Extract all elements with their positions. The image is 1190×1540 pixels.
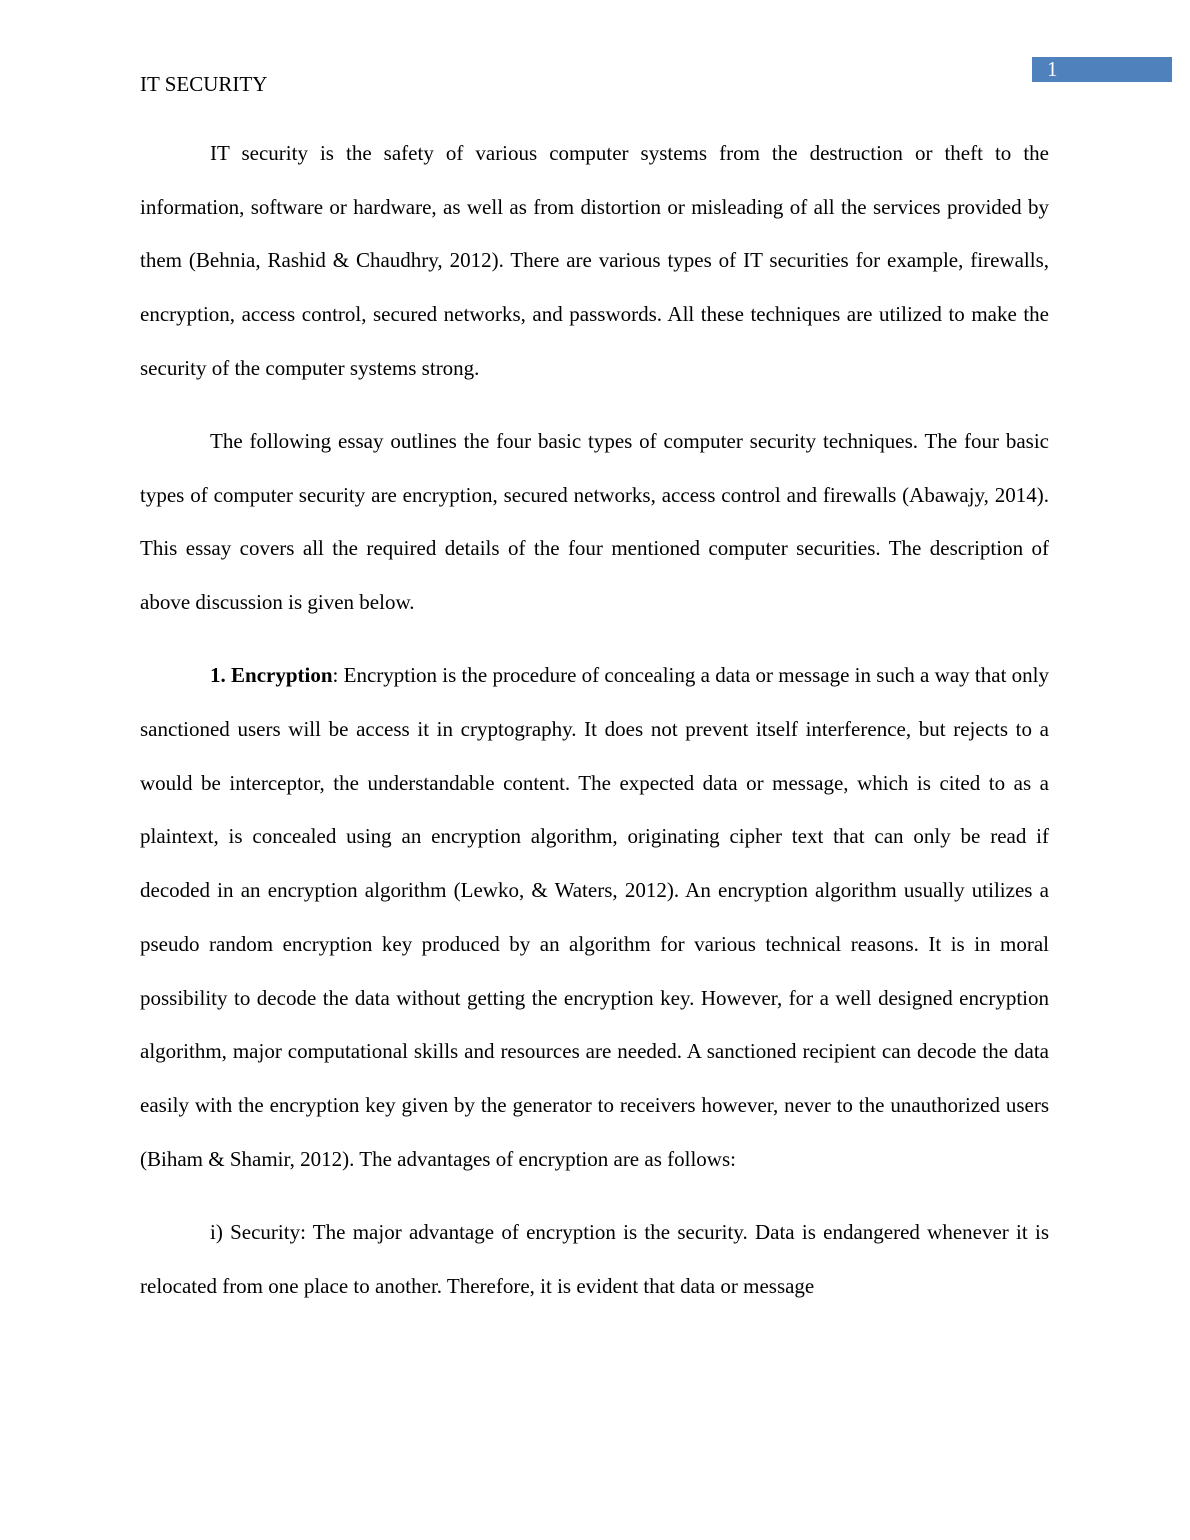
paragraph-encryption [140, 649, 1049, 1186]
paragraph-security-advantage: i) Security: The major advantage of encryption is the security. Data is endangered whenever it is relocated from one place to another. Therefore, it is evident that data or message [140, 1219, 1049, 1298]
section-heading-encryption: 1. Encryption [210, 663, 333, 688]
page-number: 1 [1032, 57, 1172, 82]
paragraph-intro: IT security is the safety of various computer systems from the destruction or theft to the information, software or hardware, as well as from distortion or misleading of all the services provided by them (Behnia, Rashid & Chaudhry, 2012). There are various types of IT securities for example, firewalls, encryption, access control, secured networks, and passwords. All these techniques are utilized to make the security of the computer systems strong. [140, 141, 1049, 380]
encryption-text: : Encryption is the procedure of concealing a data or message in such a way that only sanctioned users will be access it in cryptography. It does not prevent itself interference, but rejects to a would be interceptor, the understandable content. The expected data or message, which is cited to as a plaintext, is concealed using an encryption algorithm, originating cipher text that can only be read if decoded in an encryption algorithm (Lewko, & Waters, 2012). An encryption algorithm usually utilizes a pseudo random encryption key produced by an algorithm for various technical reasons. It is in moral possibility to decode the data without getting the encryption key. However, for a well designed encryption algorithm, major computational skills and resources are needed. A sanctioned recipient can decode the data easily with the encryption key given by the generator to receivers however, never to the unauthorized users (Biham & Shamir, 2012). The advantages of encryption are as follows: [140, 663, 1050, 1171]
document-body [140, 127, 1049, 1333]
running-head: IT SECURITY [140, 72, 268, 96]
paragraph-outline: The following essay outlines the four basic types of computer security techniques. The four basic types of computer security are encryption, secured networks, access control and firewalls (Abawajy, 2014). This essay covers all the required details of the four mentioned computer securities. The description of above discussion is given below. [140, 429, 1049, 615]
